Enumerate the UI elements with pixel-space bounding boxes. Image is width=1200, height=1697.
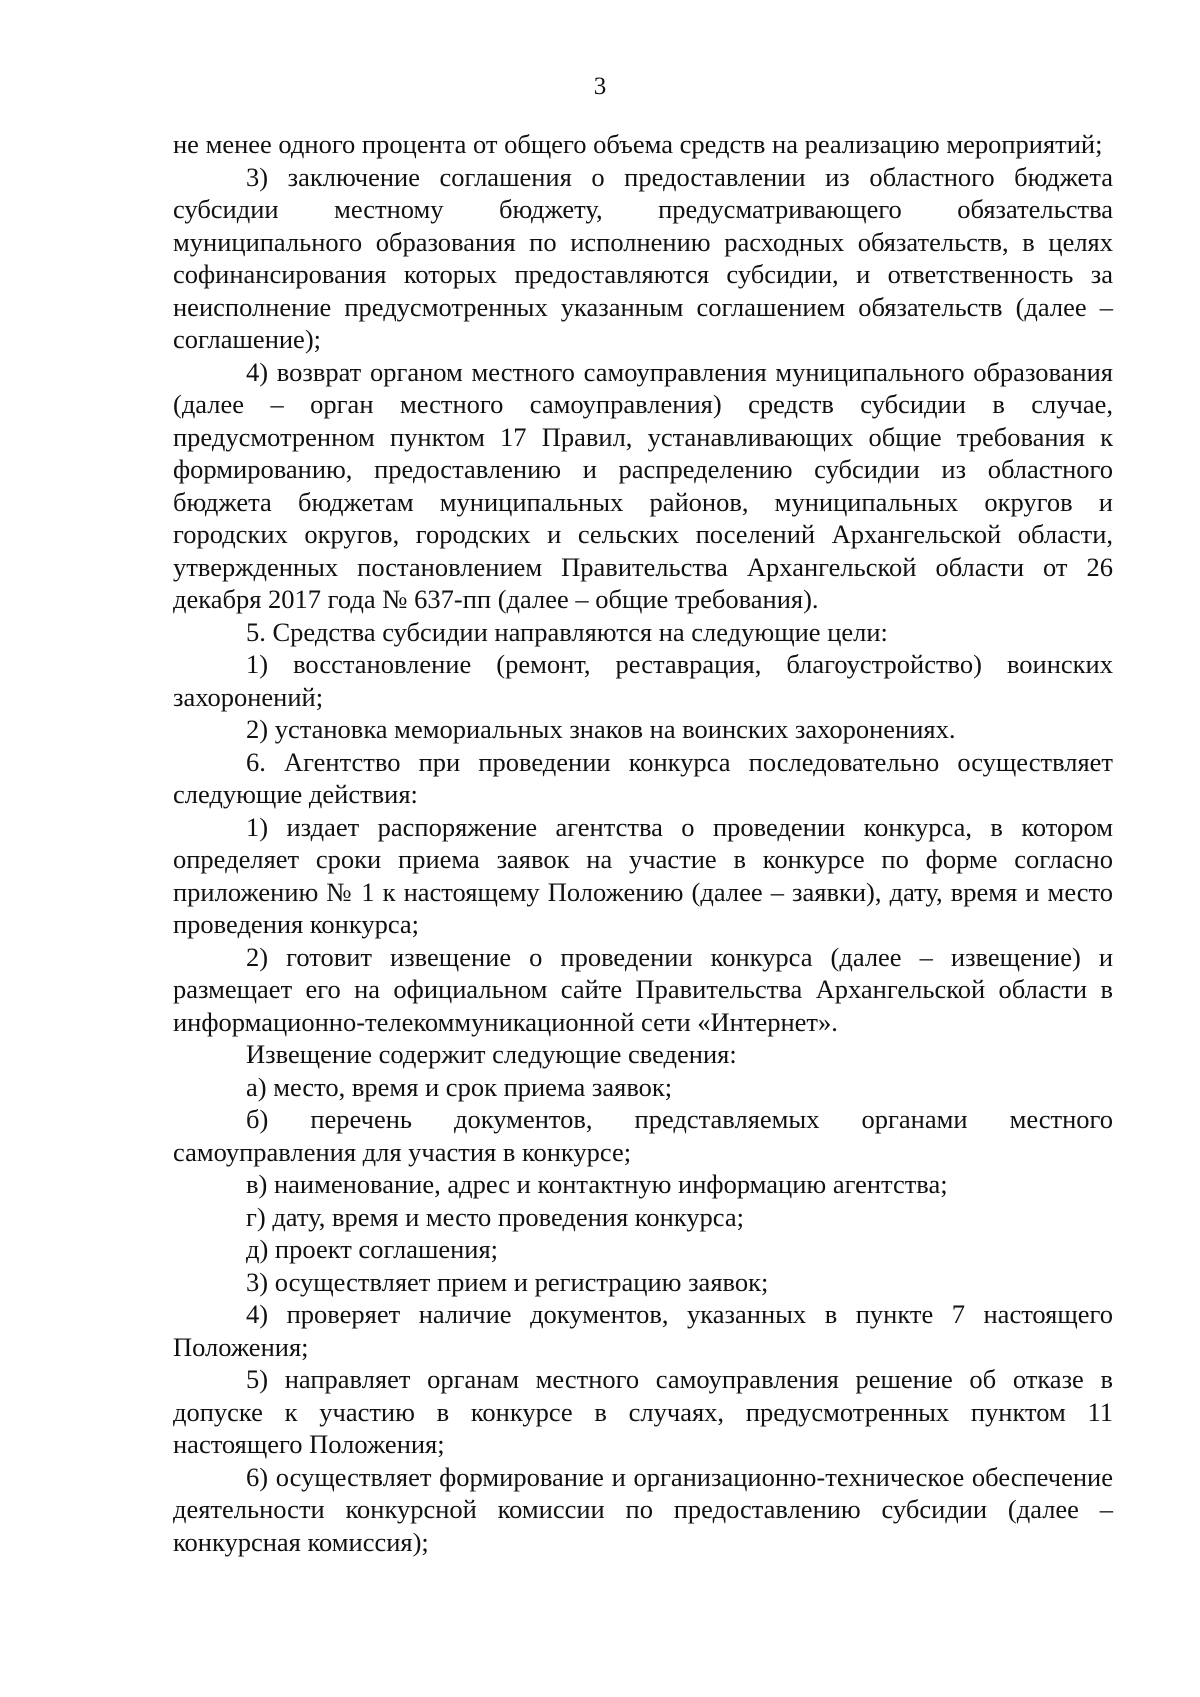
paragraph-item-6-4: 4) проверяет наличие документов, указанных в пункте 7 настоящего Положения; [173,1299,1113,1362]
paragraph-item-3-agreement: 3) заключение соглашения о предоставлении из областного бюджета субсидии местному бюджету, предусматривающего обязательства муниципального образования по исполнению расходных обязательств, в целях софинансирования которых предоставляются субсидии, и ответственность за неисполнение предусмотренных указанным соглашением обязательств (далее – соглашение); [173,161,1113,354]
paragraph-notice-intro: Извещение содержит следующие сведения: [246,1039,737,1069]
paragraph-item-6-5: 5) направляет органам местного самоуправления решение об отказе в допуске к участию в конкурсе в случаях, предусмотренных пунктом 11 настоящего Положения; [173,1364,1113,1459]
paragraph-notice-b: б) перечень документов, представляемых органами местного самоуправления для участия в конкурсе; [173,1104,1113,1167]
paragraph-section-5: 5. Средства субсидии направляются на следующие цели: [246,616,888,647]
paragraph-notice-d: д) проект соглашения; [246,1234,499,1264]
paragraph-item-6-6: 6) осуществляет формирование и организационно-техническое обеспечение деятельности конкурсной комиссии по предоставлению субсидии (далее – конкурсная комиссия); [173,1461,1113,1557]
paragraph-continuation: не менее одного процента от общего объема средств на реализацию мероприятий; [173,129,1103,159]
paragraph-item-6-2: 2) готовит извещение о проведении конкурса (далее – извещение) и размещает его на официальном сайте Правительства Архангельской области в информационно-телекоммуникационной сети «Интернет». [173,941,1113,1037]
paragraph-notice-v: в) наименование, адрес и контактную информацию агентства; [246,1169,948,1199]
paragraph-notice-a: а) место, время и срок приема заявок; [246,1071,673,1102]
paragraph-item-6-1: 1) издает распоряжение агентства о проведении конкурса, в котором определяет сроки приема заявок на участие в конкурсе по форме согласно приложению № 1 к настоящему Положению (далее – заявки), дату, время и место проведения конкурса; [173,811,1113,939]
paragraph-item-4-refund: 4) возврат органом местного самоуправления муниципального образования (далее – орган местного самоуправления) средств субсидии в случае, предусмотренном пунктом 17 Правил, устанавливающих общие требования к формированию, предоставлению и распределению субсидии из областного бюджета бюджетам муниципальных районов, муниципальных округов и городских округов, городских и сельских поселений Архангельской области, утвержденных постановлением Правительства Архангельской области от 26 декабря 2017 года № 637-пп (далее – общие требования). [173,356,1113,614]
paragraph-section-6: 6. Агентство при проведении конкурса последовательно осуществляет следующие действия: [173,746,1113,809]
paragraph-item-5-2: 2) установка мемориальных знаков на воинских захоронениях. [246,714,956,744]
document-body [173,128,1113,1558]
page-number: 3 [593,73,607,100]
paragraph-item-5-1: 1) восстановление (ремонт, реставрация, благоустройство) воинских захоронений; [173,649,1113,712]
paragraph-notice-g: г) дату, время и место проведения конкурса; [246,1201,744,1232]
paragraph-item-6-3: 3) осуществляет прием и регистрацию заявок; [246,1266,769,1297]
